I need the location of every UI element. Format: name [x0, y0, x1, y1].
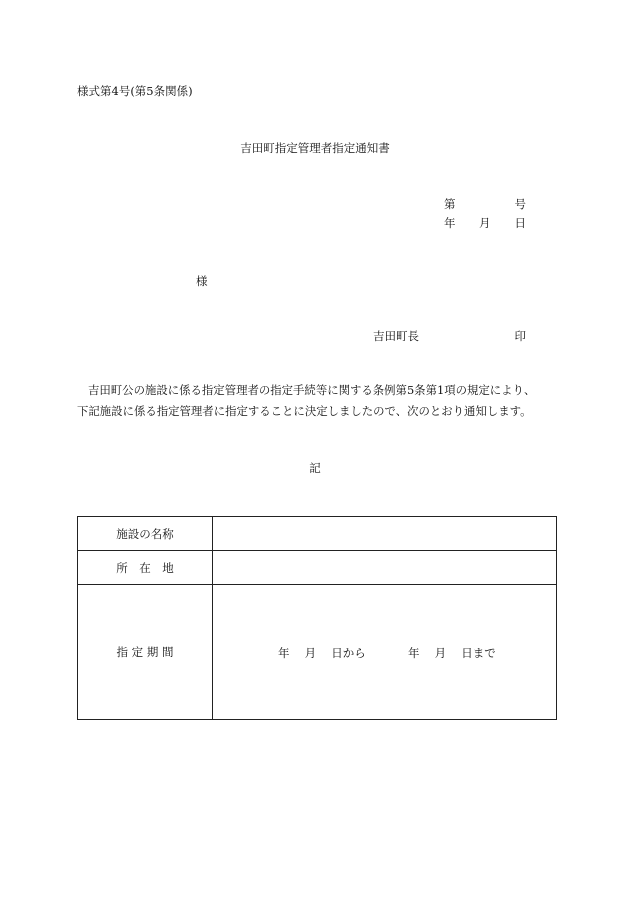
issuer-name: 吉田町長	[373, 329, 419, 343]
document-number-prefix: 第	[444, 197, 456, 211]
facility-name-value	[213, 517, 557, 551]
table-row	[78, 551, 557, 585]
table-row	[78, 517, 557, 551]
table-row	[78, 585, 557, 720]
location-value	[213, 551, 557, 585]
designation-period-value	[213, 585, 557, 720]
facility-table	[77, 516, 557, 720]
date-day: 日	[514, 216, 526, 230]
document-title: 吉田町指定管理者指定通知書	[240, 141, 390, 155]
notice-body-line-2: 下記施設に係る指定管理者に指定することに決定しましたので、次のとおり通知します。	[77, 404, 532, 418]
period-from: 年 月 日から	[278, 646, 366, 660]
notice-body-line-1: 吉田町公の施設に係る指定管理者の指定手続等に関する条例第5条第1項の規定により、	[88, 383, 536, 397]
form-number: 様式第4号(第5条関係)	[77, 84, 193, 98]
date-month: 月	[479, 216, 491, 230]
ki-heading: 記	[309, 461, 321, 475]
location-label: 所 在 地	[78, 551, 213, 585]
date-year: 年	[444, 216, 456, 230]
facility-name-label: 施設の名称	[78, 517, 213, 551]
period-to: 年 月 日まで	[408, 646, 496, 660]
document-number-suffix: 号	[514, 197, 526, 211]
notice-body	[77, 380, 557, 422]
designation-period-label: 指 定 期 間	[78, 585, 213, 720]
seal-mark: 印	[514, 329, 526, 343]
addressee-honorific: 様	[196, 274, 208, 288]
